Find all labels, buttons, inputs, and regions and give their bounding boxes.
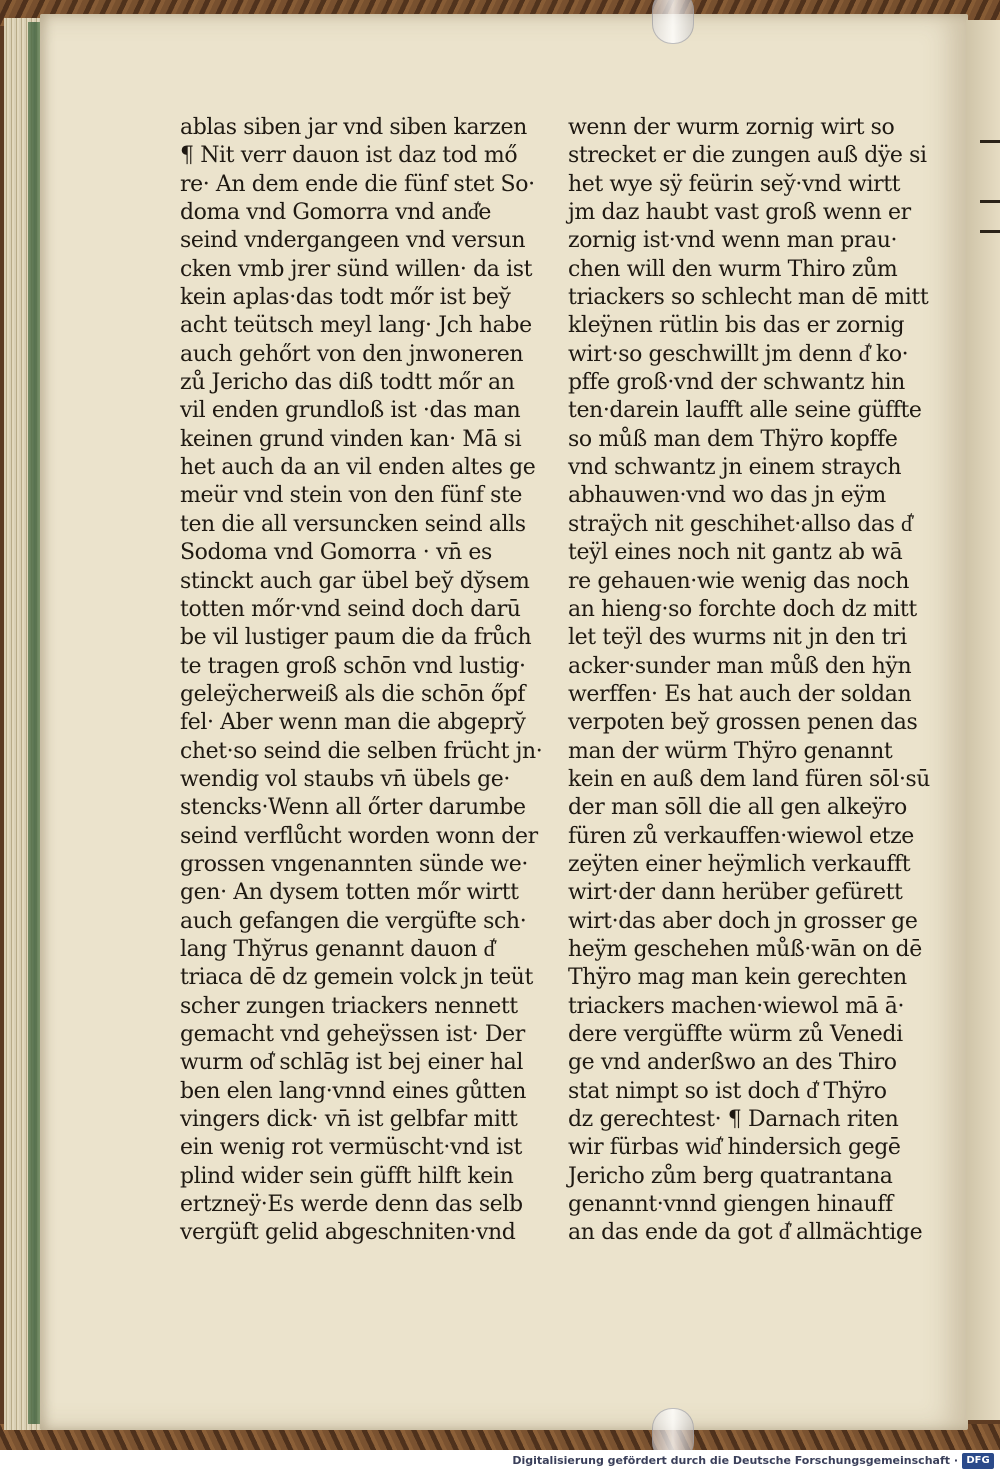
text-line: zeÿten einer heÿmlich verkaufft: [568, 851, 911, 877]
text-line: acker·sunder man můß den hÿn: [568, 653, 912, 679]
text-line: ge vnd anderßwo an des Thiro: [568, 1050, 897, 1076]
text-line: let teÿl des wurms nit jn den tri: [568, 625, 907, 651]
text-line: triaca dē dz gemein volck jn teüt: [180, 965, 533, 991]
text-line: triackers machen·wiewol mā ā·: [568, 993, 905, 1019]
text-line: an hieng·so forchte doch dz mitt: [568, 596, 917, 622]
text-line: kleÿnen rütlin bis das er zornig: [568, 313, 905, 339]
text-line: straÿch nit geschihet·allso das d͛: [568, 511, 912, 537]
text-line: geleÿcherweiß als die schōn őpf: [180, 681, 526, 707]
text-line: doma vnd Gomorra vnd and͛e: [180, 200, 492, 226]
text-line: gen· An dysem totten mőr wirtt: [180, 880, 519, 906]
text-line: wenn der wurm zornig wirt so: [568, 115, 895, 140]
text-line: be vil lustiger paum die da frůch: [180, 625, 532, 651]
text-line: vnd schwantz jn einem straych: [568, 455, 902, 481]
text-line: an das ende da got d͛ allmächtige: [568, 1220, 923, 1246]
text-line: kein aplas·das todt mőr ist bey̆: [180, 285, 511, 311]
text-line: het auch da an vil enden altes ge: [180, 455, 536, 481]
dfg-logo: DFG: [962, 1453, 994, 1469]
text-line: pffe groß·vnd der schwantz hin: [568, 370, 905, 396]
text-line: scher zungen triackers nennett: [180, 993, 518, 1019]
text-line: vingers dick· vn̄ ist gelbfar mitt: [180, 1107, 518, 1133]
text-line: stinckt auch gar übel bey̆ dy̆sem: [180, 568, 530, 594]
text-line: ten·darein laufft alle seine güffte: [568, 398, 922, 424]
page-clip-top: [652, 0, 694, 44]
text-line: cken vmb jrer sünd willen· da ist: [180, 256, 533, 282]
text-line: wir fürbas wid͛ hindersich gegē: [568, 1135, 901, 1161]
text-line: gemacht vnd geheÿssen ist· Der: [180, 1022, 525, 1047]
text-line: ein wenig rot vermüscht·vnd ist: [180, 1135, 522, 1161]
text-line: lang Thy̆rus genannt dauon d͛: [180, 936, 495, 962]
facing-page-mark: [980, 140, 1000, 143]
text-line: totten mőr·vnd seind doch darū: [180, 596, 521, 622]
text-line: auch gehőrt von den jnwoneren: [180, 341, 524, 367]
text-line: Sodoma vnd Gomorra · vn̄ es: [180, 540, 492, 566]
text-line: wirt·das aber doch jn grosser ge: [568, 908, 918, 934]
text-line: grossen vngenannten sünde we·: [180, 851, 528, 877]
text-line: heÿm geschehen můß·wān on dē: [568, 936, 922, 962]
text-line: strecket er die zungen auß dÿe si: [568, 143, 927, 169]
text-line: ten die all versuncken seind alls: [180, 511, 526, 537]
text-line: man der würm Thÿro genannt: [568, 738, 893, 764]
text-line: ablas siben jar vnd siben karzen: [180, 115, 527, 140]
text-line: wirt·der dann herüber gefürett: [568, 880, 903, 906]
text-line: ¶ Nit verr dauon ist daz tod mő: [180, 143, 518, 169]
text-line: abhauwen·vnd wo das jn eÿm: [568, 483, 886, 509]
text-line: der man sōll die all gen alkeÿro: [568, 795, 907, 821]
text-line: re· An dem ende die fünf stet So·: [180, 171, 535, 197]
text-line: re gehauen·wie wenig das noch: [568, 568, 910, 594]
text-line: vil enden grundloß ist ·das man: [180, 398, 521, 424]
text-line: wirt·so geschwillt jm denn d͛ ko·: [568, 341, 909, 367]
text-line: plind wider sein güfft hilft kein: [180, 1163, 514, 1189]
text-line: het wye sÿ feürin sey̆·vnd wirtt: [568, 171, 901, 197]
text-line: zornig ist·vnd wenn man prau·: [568, 228, 898, 254]
text-line: genannt·vnnd giengen hinauff: [568, 1192, 893, 1218]
text-column-left: [180, 114, 542, 1248]
text-line: stencks·Wenn all őrter darumbe: [180, 795, 526, 821]
text-line: dere vergüffte würm zů Venedi: [568, 1022, 903, 1047]
facing-page-mark: [980, 200, 1000, 203]
text-line: chen will den wurm Thiro zům: [568, 256, 898, 282]
text-line: teÿl eines noch nit gantz ab wā: [568, 540, 903, 566]
text-line: werffen· Es hat auch der soldan: [568, 681, 912, 707]
text-line: keinen grund vinden kan· Mā si: [180, 426, 522, 452]
text-line: fel· Aber wenn man die abgepry̆: [180, 710, 526, 736]
text-line: seind vndergangeen vnd versun: [180, 228, 526, 254]
text-line: te tragen groß schōn vnd lustig·: [180, 653, 526, 679]
text-line: füren zů verkauffen·wiewol etze: [568, 823, 914, 849]
text-line: ben elen lang·vnnd eines gůtten: [180, 1078, 526, 1104]
facing-page-mark: [980, 230, 1000, 233]
text-line: auch gefangen die vergüfte sch·: [180, 908, 527, 934]
text-line: so můß man dem Thÿro kopffe: [568, 426, 898, 452]
text-line: chet·so seind die selben frücht jn·: [180, 738, 543, 764]
text-line: kein en auß dem land füren sōl·sū: [568, 766, 930, 792]
page-clip-bottom: [652, 1408, 694, 1450]
text-line: triackers so schlecht man dē mitt: [568, 285, 929, 311]
text-line: jm daz haubt vast groß wenn er: [568, 200, 911, 226]
text-line: stat nimpt so ist doch d͛ Thÿro: [568, 1078, 887, 1104]
footer-bar: [0, 1450, 1000, 1474]
text-line: wendig vol staubs vn̄ übels ge·: [180, 766, 510, 792]
text-column-right: [568, 114, 930, 1248]
text-line: dz gerechtest· ¶ Darnach riten: [568, 1107, 899, 1133]
text-line: wurm od͛ schlāg ist bej einer hal: [180, 1050, 523, 1076]
text-line: meür vnd stein von den fünf ste: [180, 483, 523, 509]
facing-page-edge: [966, 20, 1000, 1420]
text-line: ertzneÿ·Es werde denn das selb: [180, 1192, 523, 1218]
text-line: Thÿro mag man kein gerechten: [568, 965, 907, 991]
text-line: acht teütsch meyl lang· Jch habe: [180, 313, 532, 339]
text-line: zů Jericho das diß todtt mőr an: [180, 370, 515, 396]
text-line: vergüft gelid abgeschniten·vnd: [180, 1220, 516, 1246]
text-line: verpoten bey̆ grossen penen das: [568, 710, 918, 736]
funding-credit: Digitalisierung gefördert durch die Deutsche Forschungsgemeinschaft ·: [512, 1454, 958, 1467]
text-line: Jericho zům berg quatrantana: [568, 1163, 893, 1189]
text-line: seind verflůcht worden wonn der: [180, 823, 538, 849]
